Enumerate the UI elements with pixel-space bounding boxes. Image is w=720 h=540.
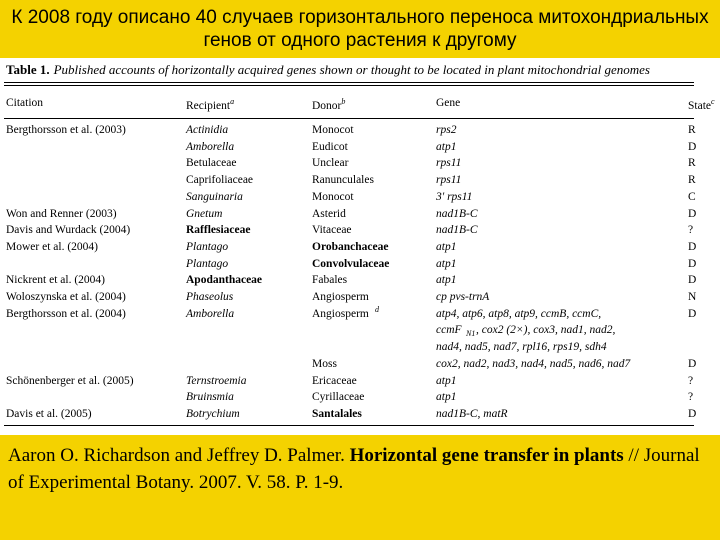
- table-caption: [6, 62, 650, 78]
- table-caption-text: Published accounts of horizontally acquired genes shown or thought to be located in plant mitochondrial genomes: [53, 62, 650, 77]
- cell-donor: Monocot: [312, 190, 354, 203]
- table-row: [0, 241, 720, 256]
- cell-state: C: [688, 190, 696, 203]
- cell-gene: nad1B-C, matR: [436, 407, 508, 420]
- table-row: [0, 124, 720, 139]
- cell-citation: Won and Renner (2003): [6, 207, 117, 220]
- cell-recipient: Ternstroemia: [186, 374, 247, 387]
- cell-state: D: [688, 407, 697, 420]
- header-donor: Donor$^b$: [312, 97, 346, 112]
- cell-donor: Vitaceae: [312, 224, 352, 237]
- cell-state: N: [688, 291, 697, 303]
- table-row: [0, 174, 720, 189]
- cell-citation: Davis and Wurdack (2004): [6, 224, 131, 237]
- cell-donor: Angiosperm: [312, 307, 369, 320]
- table-row: [0, 274, 720, 289]
- reference-title: Horizontal gene transfer in plants: [349, 445, 624, 466]
- cell-recipient: Botrychium: [186, 407, 240, 420]
- cell-state: D: [688, 140, 697, 153]
- cell-gene-subscript: N1: [466, 329, 476, 339]
- cell-gene: rps2: [436, 124, 457, 136]
- cell-state: R: [688, 174, 696, 187]
- cell-gene: ccmF: [436, 324, 462, 337]
- cell-recipient: Phaseolus: [186, 291, 234, 303]
- cell-recipient: Actinidia: [186, 124, 229, 136]
- cell-state: D: [688, 357, 697, 370]
- cell-recipient: Amborella: [186, 307, 235, 320]
- cell-donor: Monocot: [312, 124, 354, 136]
- table-header-rule: [4, 118, 694, 119]
- cell-gene: atp1: [436, 257, 457, 270]
- table-row: [0, 408, 720, 423]
- cell-donor: Unclear: [312, 157, 349, 170]
- cell-recipient: Amborella: [186, 140, 235, 153]
- table-bottom-rule: [4, 425, 694, 426]
- table-top-rule: [4, 82, 694, 83]
- header-state: State$^c$: [688, 97, 715, 112]
- cell-donor: Angiosperm: [312, 291, 369, 303]
- cell-state: D: [688, 307, 697, 320]
- table-row: [0, 375, 720, 390]
- cell-gene: atp1: [436, 240, 457, 253]
- cell-state: ?: [688, 391, 694, 404]
- table-row: [0, 141, 720, 156]
- cell-donor: Ericaceae: [312, 374, 357, 387]
- cell-gene: nad4, nad5, nad7, rpl16, rps19, sdh4: [436, 341, 607, 354]
- cell-gene: nad1B-C: [436, 224, 478, 237]
- cell-donor: Convolvulaceae: [312, 257, 390, 270]
- header-recipient: Recipient$^a$: [186, 97, 235, 112]
- table-caption-label: Table 1.: [6, 62, 50, 77]
- cell-donor-footnote: d: [375, 304, 379, 314]
- cell-recipient: Bruinsmia: [186, 391, 234, 404]
- cell-state: R: [688, 157, 696, 170]
- cell-citation: Mower et al. (2004): [6, 240, 98, 253]
- table-row: [0, 324, 720, 339]
- table-row: [0, 291, 720, 306]
- cell-gene: atp4, atp6, atp8, atp9, ccmB, ccmC,: [436, 307, 602, 320]
- cell-donor: Santalales: [312, 407, 362, 420]
- table-row: [0, 341, 720, 356]
- header-gene: Gene: [436, 97, 461, 109]
- cell-citation: Davis et al. (2005): [6, 407, 92, 420]
- cell-citation: Bergthorsson et al. (2003): [6, 124, 126, 136]
- cell-recipient: Plantago: [186, 240, 229, 253]
- slide-title: К 2008 году описано 40 случаев горизонтального переноса митохондриальных генов от одного растения к другому: [11, 7, 709, 51]
- reference-source: // Journal of Experimental Botany. 2007. V. 58. P. 1-9.: [8, 445, 700, 493]
- cell-recipient: Betulaceae: [186, 157, 237, 170]
- cell-state: D: [688, 240, 697, 253]
- table-row: [0, 191, 720, 206]
- cell-recipient: Gnetum: [186, 207, 223, 220]
- cell-citation: Bergthorsson et al. (2004): [6, 307, 126, 320]
- cell-citation: Nickrent et al. (2004): [6, 274, 105, 287]
- table-row: [0, 391, 720, 406]
- cell-gene: atp1: [436, 140, 457, 153]
- cell-donor: Orobanchaceae: [312, 240, 389, 253]
- cell-donor: Ranunculales: [312, 174, 374, 187]
- table-row: [0, 358, 720, 373]
- header-citation: Citation: [6, 97, 44, 109]
- table-row: [0, 224, 720, 239]
- table-row: [0, 258, 720, 273]
- cell-recipient: Apodanthaceae: [186, 274, 263, 287]
- cell-recipient: Plantago: [186, 257, 229, 270]
- cell-donor: Moss: [312, 357, 337, 370]
- cell-gene: 3' rps11: [436, 190, 473, 203]
- table-row: [0, 304, 720, 323]
- cell-state: ?: [688, 224, 694, 237]
- cell-gene: cox2, nad2, nad3, nad4, nad5, nad6, nad7: [436, 357, 631, 370]
- cell-donor: Cyrillaceae: [312, 391, 365, 404]
- cell-gene: rps11: [436, 174, 462, 187]
- cell-state: D: [688, 274, 697, 287]
- cell-citation: Schönenberger et al. (2005): [6, 374, 134, 387]
- cell-gene: atp1: [436, 374, 457, 387]
- cell-gene: nad1B-C: [436, 207, 478, 220]
- cell-gene: atp1: [436, 391, 457, 404]
- reference-authors: Aaron O. Richardson and Jeffrey D. Palmer.: [8, 445, 345, 466]
- reference: [8, 442, 714, 496]
- cell-recipient: Caprifoliaceae: [186, 174, 254, 187]
- cell-recipient: Rafflesiaceae: [186, 224, 251, 237]
- cell-recipient: Sanguinaria: [186, 190, 243, 203]
- cell-donor: Asterid: [312, 207, 346, 220]
- table-image: [0, 58, 720, 435]
- table-row: [0, 208, 720, 223]
- cell-state: R: [688, 124, 696, 136]
- table-top-rule-2: [4, 85, 694, 86]
- cell-gene: rps11: [436, 157, 462, 170]
- cell-citation: Woloszynska et al. (2004): [6, 291, 126, 303]
- cell-gene-continued: , cox2 (2×), cox3, nad1, nad2,: [476, 324, 616, 337]
- cell-donor: Fabales: [312, 274, 348, 287]
- cell-donor: Eudicot: [312, 140, 348, 153]
- cell-state: D: [688, 207, 697, 220]
- cell-state: ?: [688, 374, 694, 387]
- cell-gene: cp pvs-trnA: [436, 291, 490, 303]
- cell-gene: atp1: [436, 274, 457, 287]
- cell-state: D: [688, 257, 697, 270]
- table-row: [0, 157, 720, 172]
